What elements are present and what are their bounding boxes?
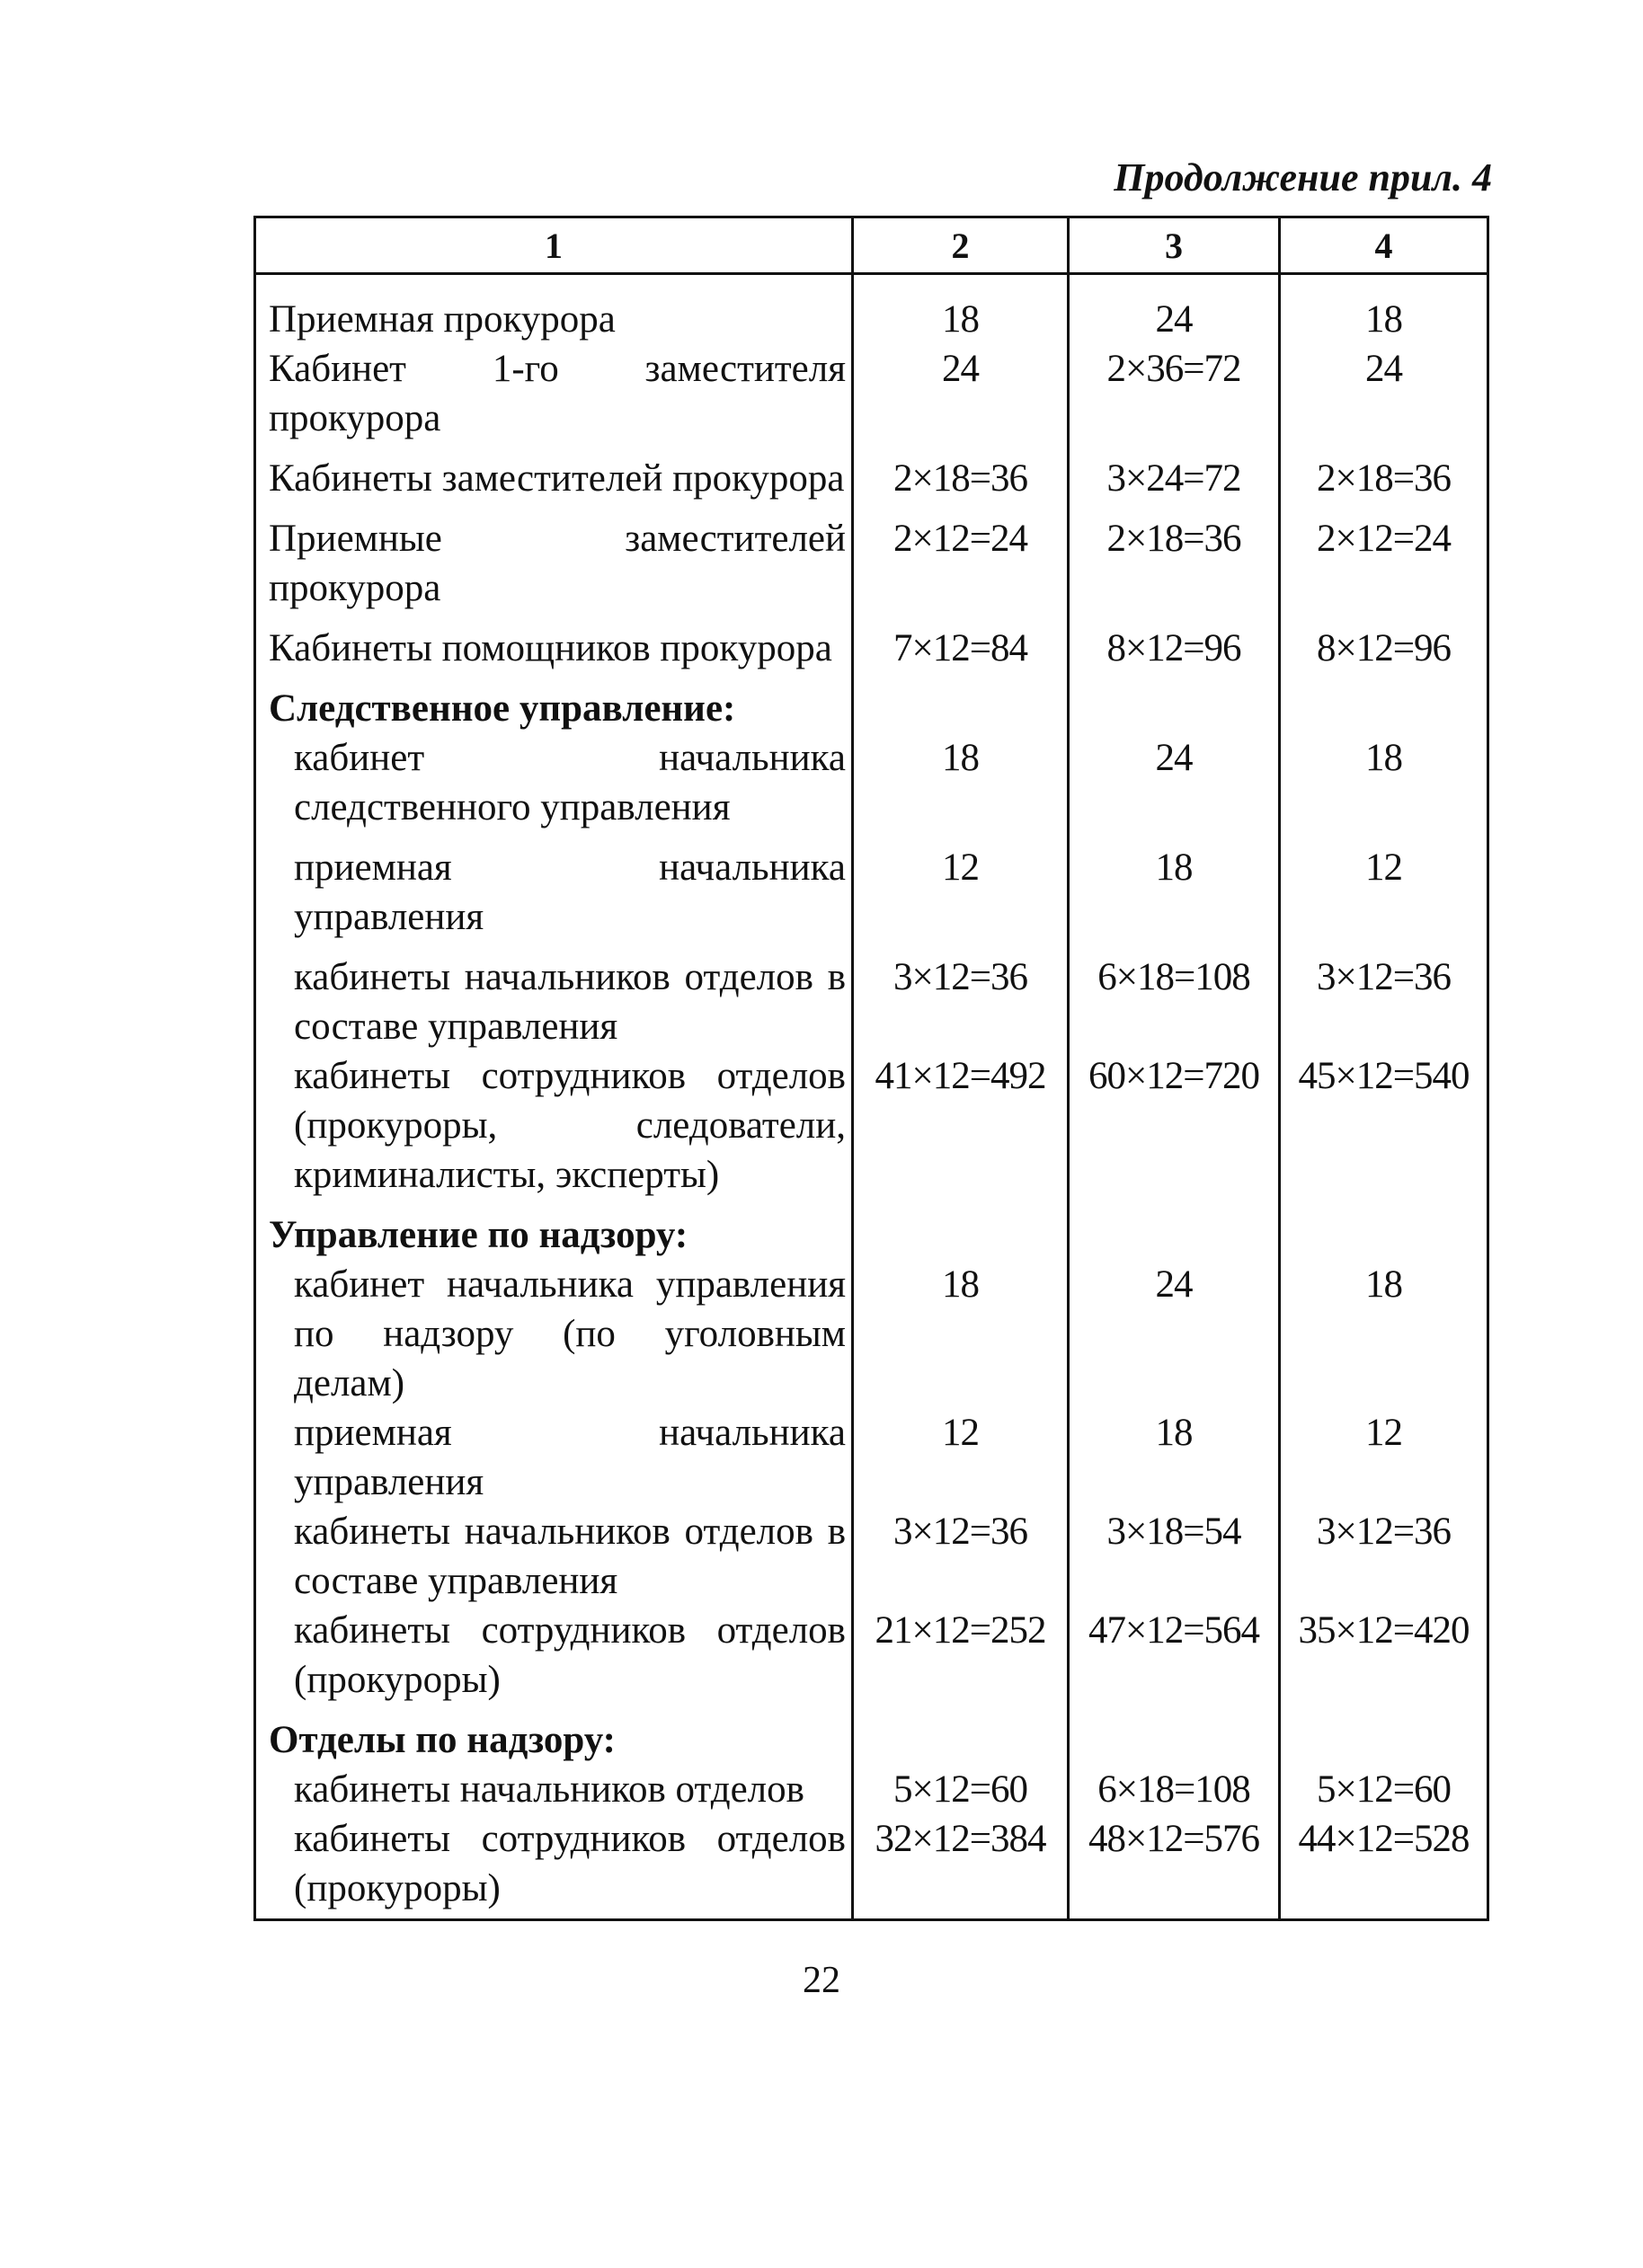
row-value-col2: 21×12=252 — [853, 1606, 1069, 1705]
row-name: Приемные заместителей прокурора — [255, 503, 853, 613]
row-value-col3: 2×36=72 — [1069, 344, 1280, 443]
row-value-col3: 47×12=564 — [1069, 1606, 1280, 1705]
row-value-col3: 18 — [1069, 832, 1280, 942]
row-value-col3: 24 — [1069, 1260, 1280, 1408]
row-value-col4: 2×12=24 — [1280, 503, 1488, 613]
header-col-2: 2 — [853, 217, 1069, 274]
row-name: кабинет начальника управления по надзору (по уголовным делам) — [294, 1263, 846, 1404]
table-row — [255, 1606, 1488, 1705]
row-value-col4: 3×12=36 — [1280, 1507, 1488, 1606]
row-name: кабинеты начальников отделов — [294, 1768, 804, 1811]
table-row — [255, 1051, 1488, 1200]
row-value-col4: 35×12=420 — [1280, 1606, 1488, 1705]
row-value-col2: 2×18=36 — [853, 443, 1069, 503]
header-col-1: 1 — [255, 217, 853, 274]
row-name: приемная начальника управления — [294, 846, 846, 938]
row-name: кабинеты сотрудников отделов (прокуроры, следователи, криминалисты, эксперты) — [294, 1055, 846, 1196]
row-value-col4: 18 — [1280, 733, 1488, 832]
row-value-col3: 3×24=72 — [1069, 443, 1280, 503]
row-value-col4: 24 — [1280, 344, 1488, 443]
table-row — [255, 1765, 1488, 1814]
page-number: 22 — [803, 1960, 840, 2001]
section-title: Следственное управление: — [255, 673, 853, 733]
row-value-col4: 18 — [1280, 274, 1488, 345]
row-name: кабинеты начальников отделов в составе управления — [294, 956, 846, 1048]
table-row — [255, 344, 1488, 443]
row-value-col4: 8×12=96 — [1280, 613, 1488, 673]
row-value-col2: 12 — [853, 1408, 1069, 1507]
section-title: Управление по надзору: — [255, 1200, 853, 1260]
row-value-col4: 45×12=540 — [1280, 1051, 1488, 1200]
row-value-col3: 6×18=108 — [1069, 942, 1280, 1051]
row-name: Кабинеты заместителей прокурора — [255, 443, 853, 503]
row-name: Приемная прокурора — [255, 274, 853, 345]
row-value-col4: 12 — [1280, 832, 1488, 942]
row-value-col2: 7×12=84 — [853, 613, 1069, 673]
row-value-col3: 3×18=54 — [1069, 1507, 1280, 1606]
row-value-col2: 18 — [853, 274, 1069, 345]
row-value-col3: 60×12=720 — [1069, 1051, 1280, 1200]
section-title: Отделы по надзору: — [255, 1705, 853, 1765]
row-value-col3: 8×12=96 — [1069, 613, 1280, 673]
row-value-col2: 2×12=24 — [853, 503, 1069, 613]
table-row — [255, 443, 1488, 503]
row-value-col3: 6×18=108 — [1069, 1765, 1280, 1814]
row-value-col4: 12 — [1280, 1408, 1488, 1507]
row-value-col3: 18 — [1069, 1408, 1280, 1507]
row-value-col2: 24 — [853, 344, 1069, 443]
header-col-3: 3 — [1069, 217, 1280, 274]
row-value-col3: 2×18=36 — [1069, 503, 1280, 613]
table-header-row — [255, 217, 1488, 274]
row-value-col4: 5×12=60 — [1280, 1765, 1488, 1814]
table-row — [255, 1260, 1488, 1408]
row-value-col2: 18 — [853, 733, 1069, 832]
row-value-col3: 48×12=576 — [1069, 1814, 1280, 1920]
row-name: приемная начальника управления — [294, 1412, 846, 1503]
row-name: кабинеты начальников отделов в составе управления — [294, 1511, 846, 1602]
continuation-caption: Продолжение прил. 4 — [1114, 155, 1492, 199]
table-row — [255, 1408, 1488, 1507]
row-value-col4: 3×12=36 — [1280, 942, 1488, 1051]
section-heading-row — [255, 1705, 1488, 1765]
premises-area-table — [253, 216, 1489, 1921]
section-heading-row — [255, 1200, 1488, 1260]
section-heading-row — [255, 673, 1488, 733]
row-name: Кабинеты помощников прокурора — [255, 613, 853, 673]
table-row — [255, 613, 1488, 673]
table-row — [255, 832, 1488, 942]
row-value-col2: 3×12=36 — [853, 942, 1069, 1051]
row-value-col3: 24 — [1069, 274, 1280, 345]
row-name: кабинет начальника следственного управления — [294, 737, 846, 828]
row-value-col4: 44×12=528 — [1280, 1814, 1488, 1920]
row-value-col3: 24 — [1069, 733, 1280, 832]
header-col-4: 4 — [1280, 217, 1488, 274]
row-value-col2: 12 — [853, 832, 1069, 942]
row-name: Кабинет 1-го заместителя прокурора — [255, 344, 853, 443]
row-name: кабинеты сотрудников отделов (прокуроры) — [294, 1818, 846, 1909]
table-row — [255, 1814, 1488, 1920]
row-value-col2: 3×12=36 — [853, 1507, 1069, 1606]
row-value-col2: 5×12=60 — [853, 1765, 1069, 1814]
row-name: кабинеты сотрудников отделов (прокуроры) — [294, 1609, 846, 1701]
table-row — [255, 942, 1488, 1051]
row-value-col2: 41×12=492 — [853, 1051, 1069, 1200]
table-row — [255, 503, 1488, 613]
row-value-col2: 18 — [853, 1260, 1069, 1408]
row-value-col2: 32×12=384 — [853, 1814, 1069, 1920]
row-value-col4: 2×18=36 — [1280, 443, 1488, 503]
table-row — [255, 733, 1488, 832]
table-row — [255, 1507, 1488, 1606]
row-value-col4: 18 — [1280, 1260, 1488, 1408]
table-row — [255, 274, 1488, 345]
